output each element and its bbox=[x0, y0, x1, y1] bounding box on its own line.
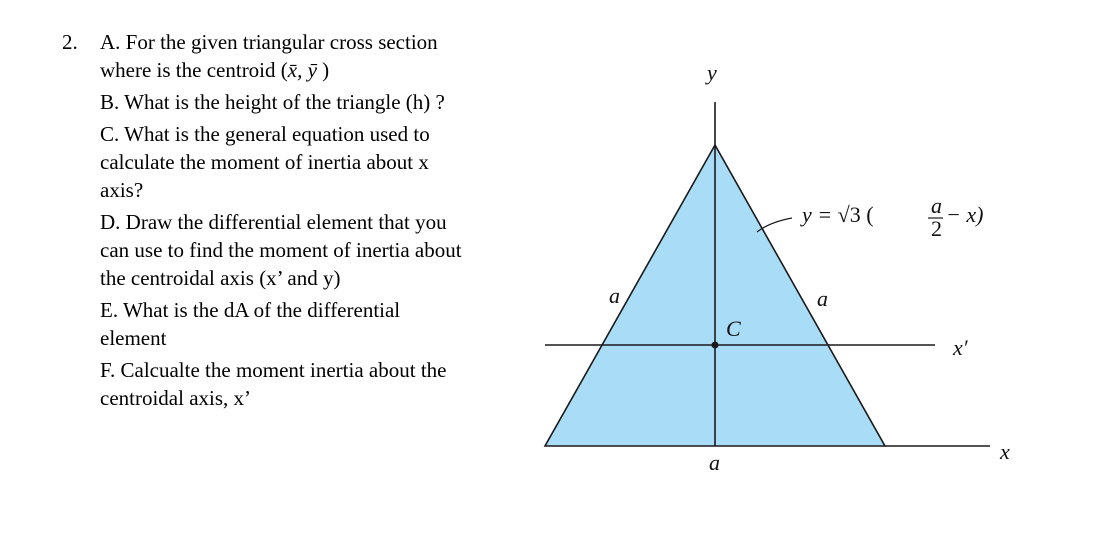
equation-open: ( bbox=[860, 202, 874, 227]
part-a-line-2: where is the centroid (x̄, ȳ ) bbox=[100, 58, 330, 82]
part-a-line-1: A. For the given triangular cross section bbox=[100, 30, 438, 54]
equation-rest: − x) bbox=[946, 202, 984, 227]
part-d-line-2: can use to find the moment of inertia about bbox=[100, 238, 462, 262]
centroid-symbol: x̄, ȳ bbox=[287, 58, 317, 82]
x-axis-label: x bbox=[1000, 439, 1010, 464]
part-c-line-3: axis? bbox=[100, 178, 144, 202]
base-label: a bbox=[709, 450, 720, 475]
part-f-line-1: F. Calcualte the moment inertia about the bbox=[100, 358, 447, 382]
equation-frac-num: a bbox=[931, 193, 942, 218]
equation-sqrt: √3 bbox=[837, 202, 861, 227]
part-d-line-3: the centroidal axis (x’ and y) bbox=[100, 266, 341, 290]
equation-frac-den: 2 bbox=[931, 216, 942, 241]
edge-equation bbox=[800, 193, 983, 241]
y-axis-label: y bbox=[707, 60, 717, 85]
question-number: 2. bbox=[62, 30, 78, 54]
part-c-line-2: calculate the moment of inertia about x bbox=[100, 150, 429, 174]
part-b-line-1: B. What is the height of the triangle (h) ? bbox=[100, 90, 445, 114]
part-e-line-2: element bbox=[100, 326, 167, 350]
part-c-line-1: C. What is the general equation used to bbox=[100, 122, 430, 146]
svg-text:y = √3 ( bbox=[800, 202, 874, 227]
centroidal-axis-label: x′ bbox=[953, 335, 968, 360]
centroid-label: C bbox=[726, 316, 741, 341]
equation-lhs: y = bbox=[802, 202, 838, 227]
centroid-dot bbox=[712, 342, 719, 349]
left-side-label: a bbox=[609, 283, 620, 308]
part-e-line-1: E. What is the dA of the differential bbox=[100, 298, 401, 322]
part-f-line-2: centroidal axis, x’ bbox=[100, 386, 252, 410]
part-d-line-1: D. Draw the differential element that you bbox=[100, 210, 447, 234]
right-side-label: a bbox=[817, 286, 828, 311]
